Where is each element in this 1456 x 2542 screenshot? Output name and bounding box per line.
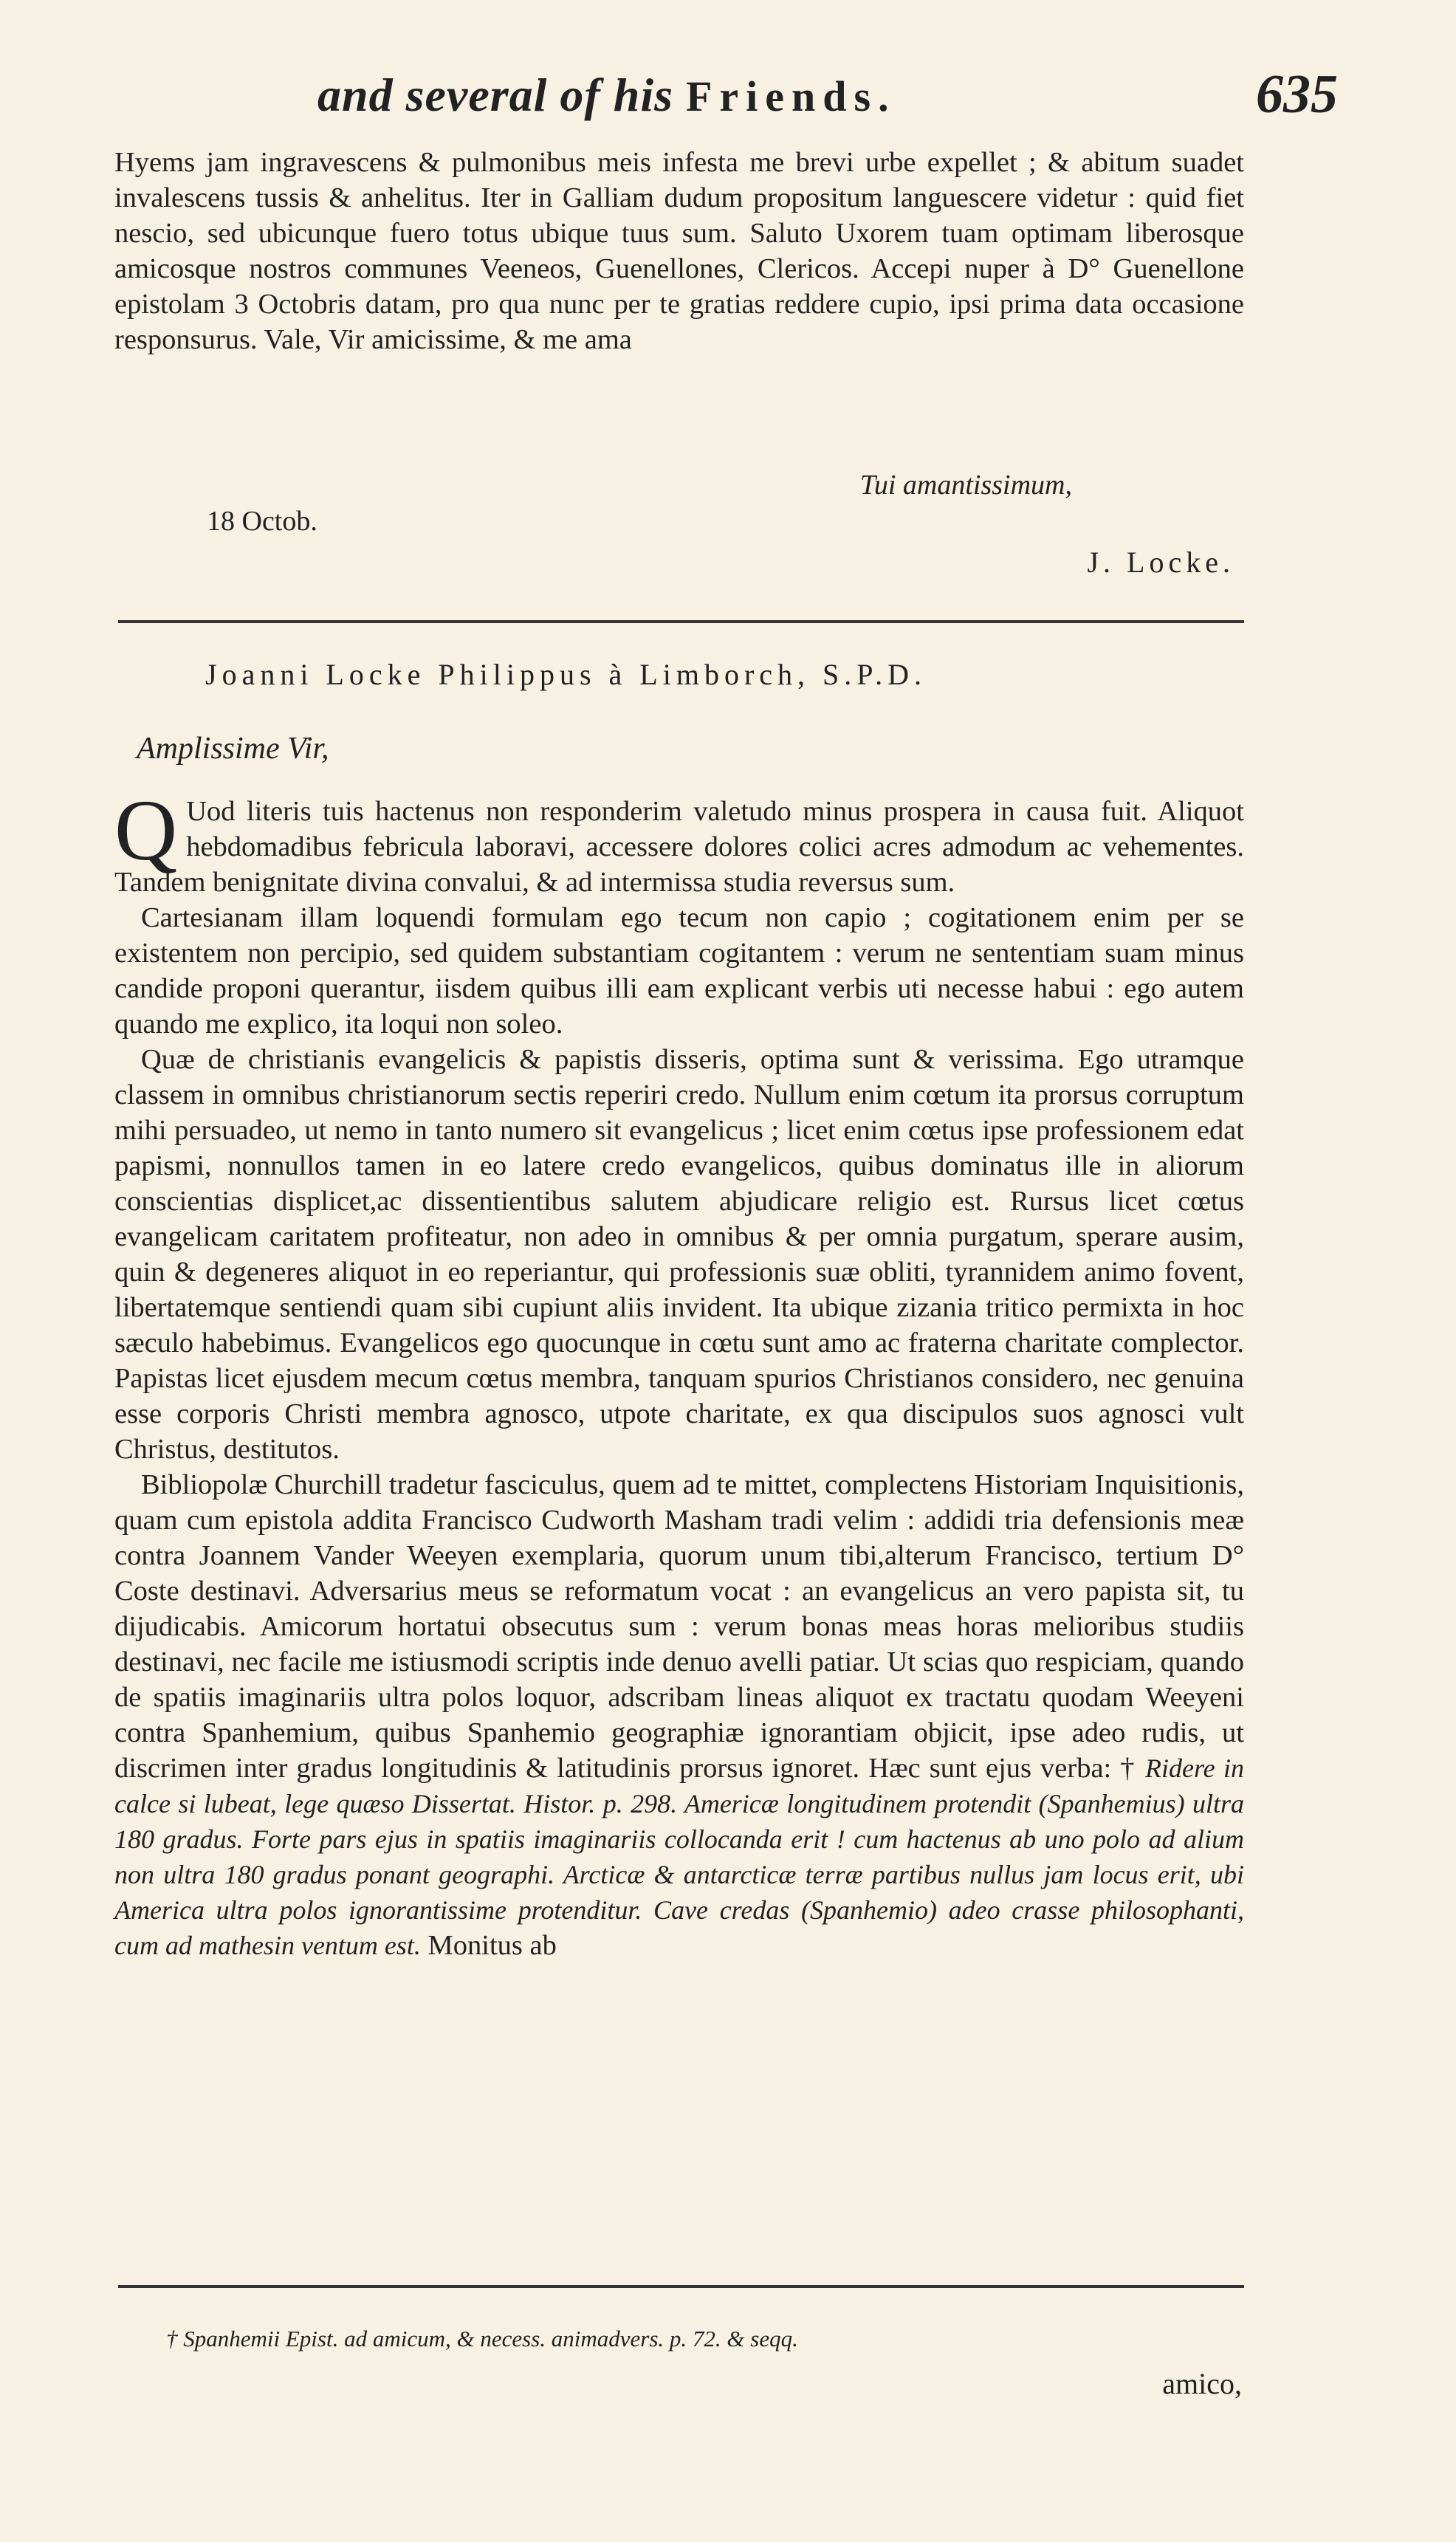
footnote-divider — [118, 2285, 1244, 2288]
letter1-paragraph: Hyems jam ingravescens & pulmonibus meis infesta me brevi urbe expellet ; & abitum suadet invalescens tussis & anhelitus. Iter in Galliam dudum propositum languescere videtur : quid fiet nescio, sed ubicunque fuero totus ubique tuus sum. Saluto Uxorem tuam optimam liberosque amicosque nostros communes Veeneos, Guenellones, Clericos. Accepi nuper à D° Guenellone epistolam 3 Octobris datam, pro qua nunc per te gratias reddere cupio, ipsi prima data occasione responsurus. Vale, Vir amicissime, & me ama — [114, 147, 1244, 355]
letter2-body — [114, 782, 1244, 1963]
page-number: 635 — [1256, 64, 1338, 125]
letter2-paragraph: Cartesianam illam loquendi formulam ego tecum non capio ; cogitationem enim per se existentem non percipio, sed quidem substantiam cogitantem : verum ne sententiam suam minus candide proponi querantur, iisdem quibus illi eam explicant verbis uti necesse habui : ego autem quando me explico, ita loqui non soleo. — [114, 902, 1244, 1040]
section-divider — [118, 620, 1244, 623]
drop-cap: Q — [114, 782, 178, 879]
quoted-passage: Ridere in calce si lubeat, lege quæso Dissertat. Histor. p. 298. Americæ longitudinem protendit (Spanhemius) ultra 180 gradus. Forte pars ejus in spatiis imaginariis collocanda erit ! cum hactenus ab uno polo ad alium non ultra 180 gradus ponant geographi. Arcticæ & antarcticæ terræ partibus nullus jam locus erit, ubi America ultra polos ignorantissime protenditur. Cave credas (Spanhemio) adeo crasse philosophanti, cum ad mathesin ventum est. — [114, 1753, 1244, 1960]
letter1-signature: J. Locke. — [1087, 546, 1234, 579]
running-head-italic: and several of his — [317, 69, 673, 121]
catchword: amico, — [1162, 2367, 1242, 2400]
running-head — [317, 68, 896, 123]
letter1-body — [114, 145, 1244, 357]
letter2-salutation: Amplissime Vir, — [137, 732, 329, 766]
letter1-date: 18 Octob. — [207, 506, 317, 537]
letter2-paragraph: Bibliopolæ Churchill tradetur fasciculus, quem ad te mittet, complectens Historiam Inquisitionis, quam cum epistola addita Francisco Cudworth Masham tradi velim : addidi tria defensionis meæ contra Joannem Vander Weeyen exemplaria, quorum unum tibi,alterum Francisco, tertium D° Coste destinavi. Adversarius meus se reformatum vocat : an evangelicus an vero papista sit, tu dijudicabis. Amicorum hortatui obsecutus sum : verum bonas meas horas melioribus studiis destinavi, nec facile me istiusmodi scriptis inde denuo avelli patiar. Ut scias quo respiciam, quando de spatiis imaginariis ultra polos loquor, adscribam lineas aliquot ex tractatu quodam Weeyeni contra Spanhemium, quibus Spanhemio geographiæ ignorantiam objicit, ipse adeo rudis, ut discrimen inter gradus longitudinis & latitudinis prorsus ignoret. Hæc sunt ejus verba: † Ridere in calce si lubeat, lege quæso Dissertat. Histor. p. 298. Americæ longitudinem protendit (Spanhemius) ultra 180 gradus. Forte pars ejus in spatiis imaginariis collocanda erit ! cum hactenus ab uno polo ad alium non ultra 180 gradus ponant geographi. Arcticæ & antarcticæ terræ partibus nullus jam locus erit, ubi America ultra polos ignorantissime protenditur. Cave credas (Spanhemio) adeo crasse philosophanti, cum ad mathesin ventum est. Monitus ab — [114, 1469, 1244, 1961]
letter2-paragraph: Quæ de christianis evangelicis & papistis disseris, optima sunt & verissima. Ego utramque classem in omnibus christianorum sectis reperiri credo. Nullum enim cœtum ita prorsus corruptum mihi persuadeo, ut nemo in tanto numero sit evangelicus ; licet enim cœtus ipse professionem edat papismi, nonnullos tamen in eo latere credo evangelicos, quibus dominatus ille in aliorum conscientias displicet,ac dissentientibus salutem abjudicare religio est. Rursus licet cœtus evangelicam caritatem profiteatur, non adeo in omnibus & per omnia purgatum, sperare ausim, quin & degeneres aliquot in eo reperiantur, qui professionis suæ obliti, tyrannidem animo fovent, libertatemque sentiendi quam sibi cupiunt aliis invident. Ita ubique zizania tritico permixta in hoc sæculo habebimus. Evangelicos ego quocunque in cœtu sunt amo ac fraterna charitate complector. Papistas licet ejusdem mecum cœtus membra, tanquam spurios Christianos considero, nec genuina esse corporis Christi membra agnosco, utpote charitate, ex qua discipulos suos agnosci vult Christus, destitutos. — [114, 1044, 1244, 1465]
letter1-closing: Tui amantissimum, — [859, 470, 1072, 501]
running-head-caps: Friends. — [686, 72, 896, 120]
letter2-heading: Joanni Locke Philippus à Limborch, S.P.D. — [205, 658, 927, 691]
continuation: Monitus ab — [427, 1930, 557, 1961]
letter2-paragraph: Q Uod literis tuis hactenus non responderim valetudo minus prospera in causa fuit. Aliquot hebdomadibus febricula laboravi, accessere dolores colici acres admodum ac vehementes. Tandem benignitate divina convalui, & ad intermissa studia reversus sum. — [114, 782, 1244, 898]
footnote: † Spanhemii Epist. ad amicum, & necess. animadvers. p. 72. & seqq. — [166, 2326, 798, 2352]
